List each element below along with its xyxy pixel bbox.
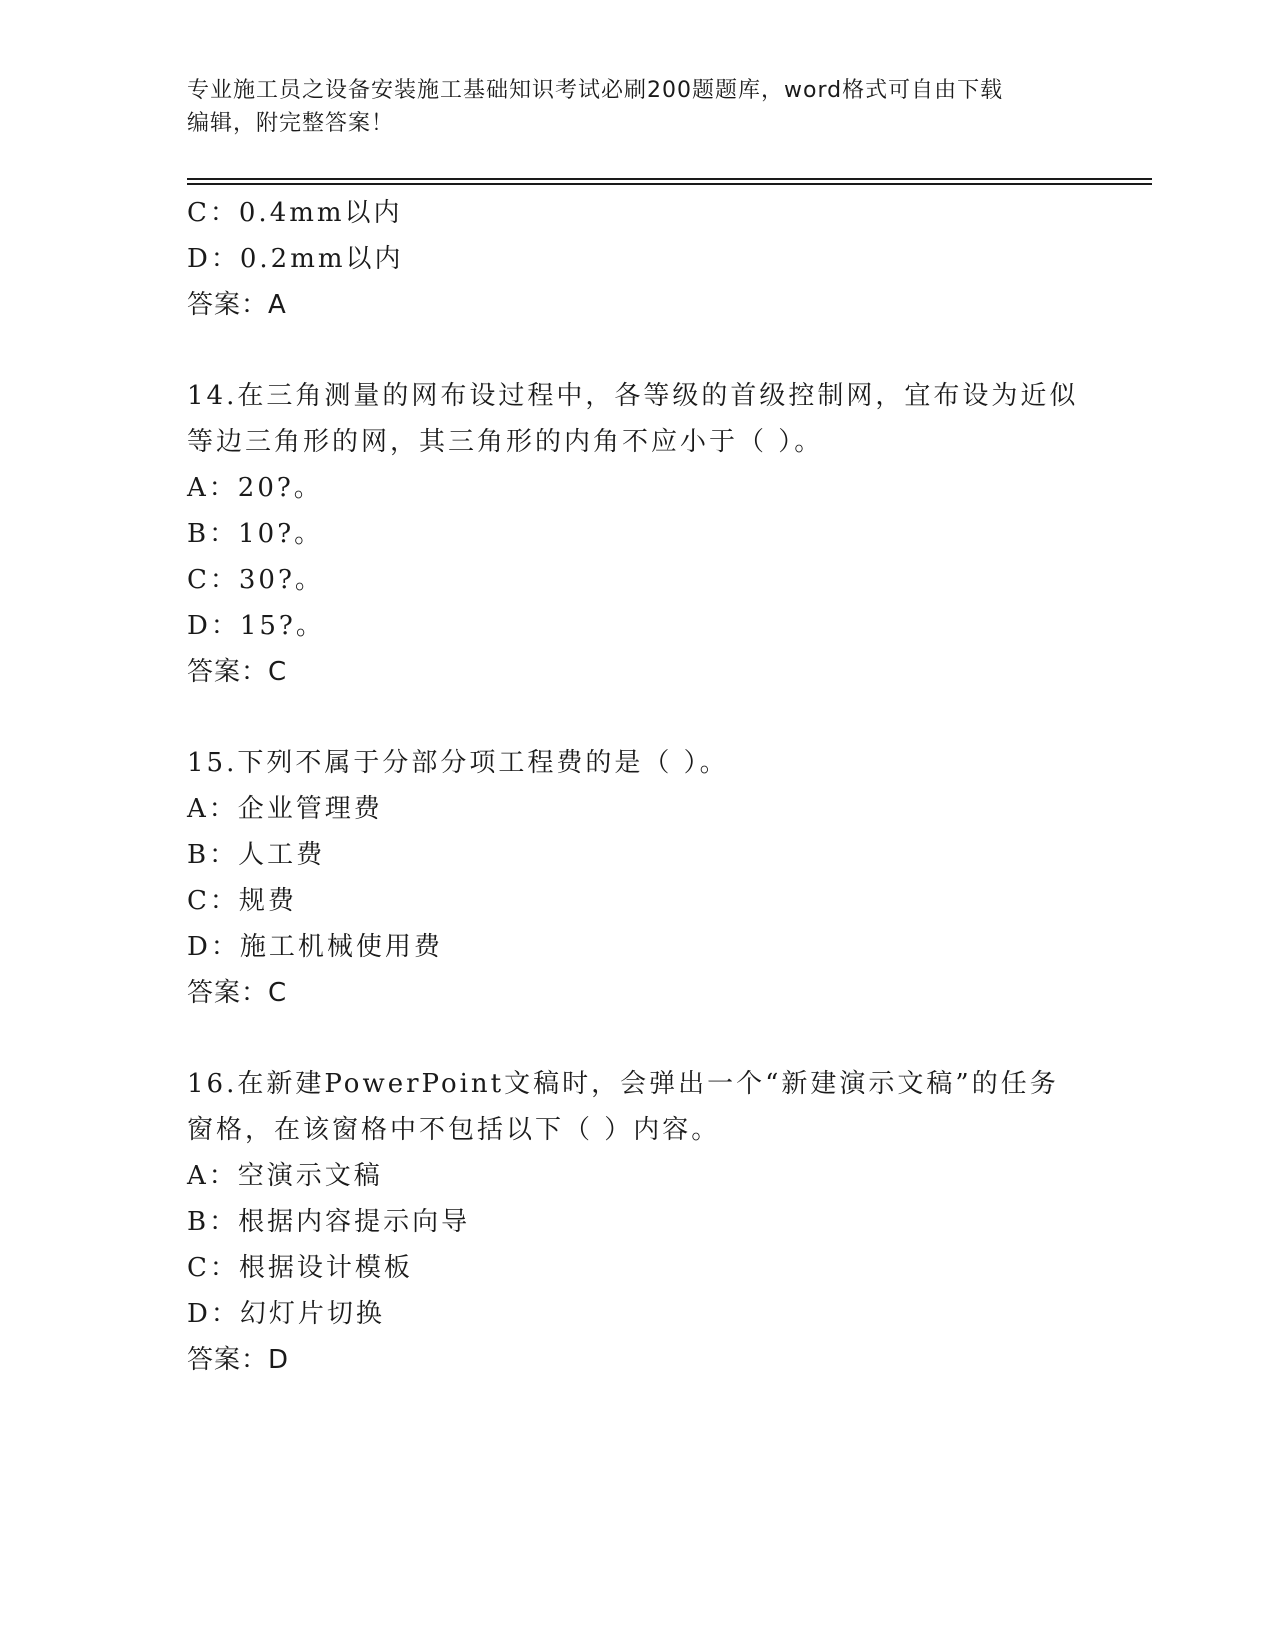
spacer [187, 695, 1087, 740]
option-a: A：企业管理费 [187, 794, 383, 824]
question-stem-line-1: 14.在三角测量的网布设过程中，各等级的首级控制网，宜布设为近似 [187, 381, 1079, 411]
question-list [187, 190, 1087, 1383]
option-d: D：施工机械使用费 [187, 932, 443, 962]
spacer [187, 1016, 1087, 1061]
option-a: A：空演示文稿 [187, 1161, 383, 1191]
header-divider-top [187, 178, 1152, 180]
question-15 [187, 740, 1087, 1016]
answer-line: 答案：D [187, 1345, 290, 1375]
question-stem-line-2: 等边三角形的网，其三角形的内角不应小于（ ）。 [187, 427, 824, 457]
question-stem-line-1: 16.在新建PowerPoint文稿时，会弹出一个“新建演示文稿”的任务 [187, 1069, 1059, 1099]
option-a: A：20?。 [187, 473, 323, 503]
option-c: C：30?。 [187, 565, 324, 595]
header-divider-bottom [187, 183, 1152, 185]
option-c: C：规费 [187, 886, 297, 916]
option-c: C：根据设计模板 [187, 1253, 413, 1283]
spacer [187, 328, 1087, 373]
question-14 [187, 373, 1087, 695]
question-stem-line-2: 窗格，在该窗格中不包括以下（ ）内容。 [187, 1115, 721, 1145]
header-title-line-1: 专业施工员之设备安装施工基础知识考试必刷200题题库，word格式可自由下载 [187, 78, 1004, 103]
question-stem-line-1: 15.下列不属于分部分项工程费的是（ ）。 [187, 748, 729, 778]
header-title-line-2: 编辑，附完整答案！ [187, 111, 395, 136]
option-b: B：根据内容提示向导 [187, 1207, 471, 1237]
option-b: B：10?。 [187, 519, 324, 549]
question-13-tail [187, 190, 1087, 328]
option-b: B：人工费 [187, 840, 326, 870]
option-d: D：幻灯片切换 [187, 1299, 385, 1329]
question-16 [187, 1061, 1087, 1383]
answer-line: 答案：A [187, 290, 287, 320]
option-c: C：0.4mm以内 [187, 198, 403, 228]
option-d: D：0.2mm以内 [187, 244, 404, 274]
option-d: D：15?。 [187, 611, 325, 641]
answer-line: 答案：C [187, 657, 288, 687]
answer-line: 答案：C [187, 978, 288, 1008]
document-header [187, 74, 1067, 140]
